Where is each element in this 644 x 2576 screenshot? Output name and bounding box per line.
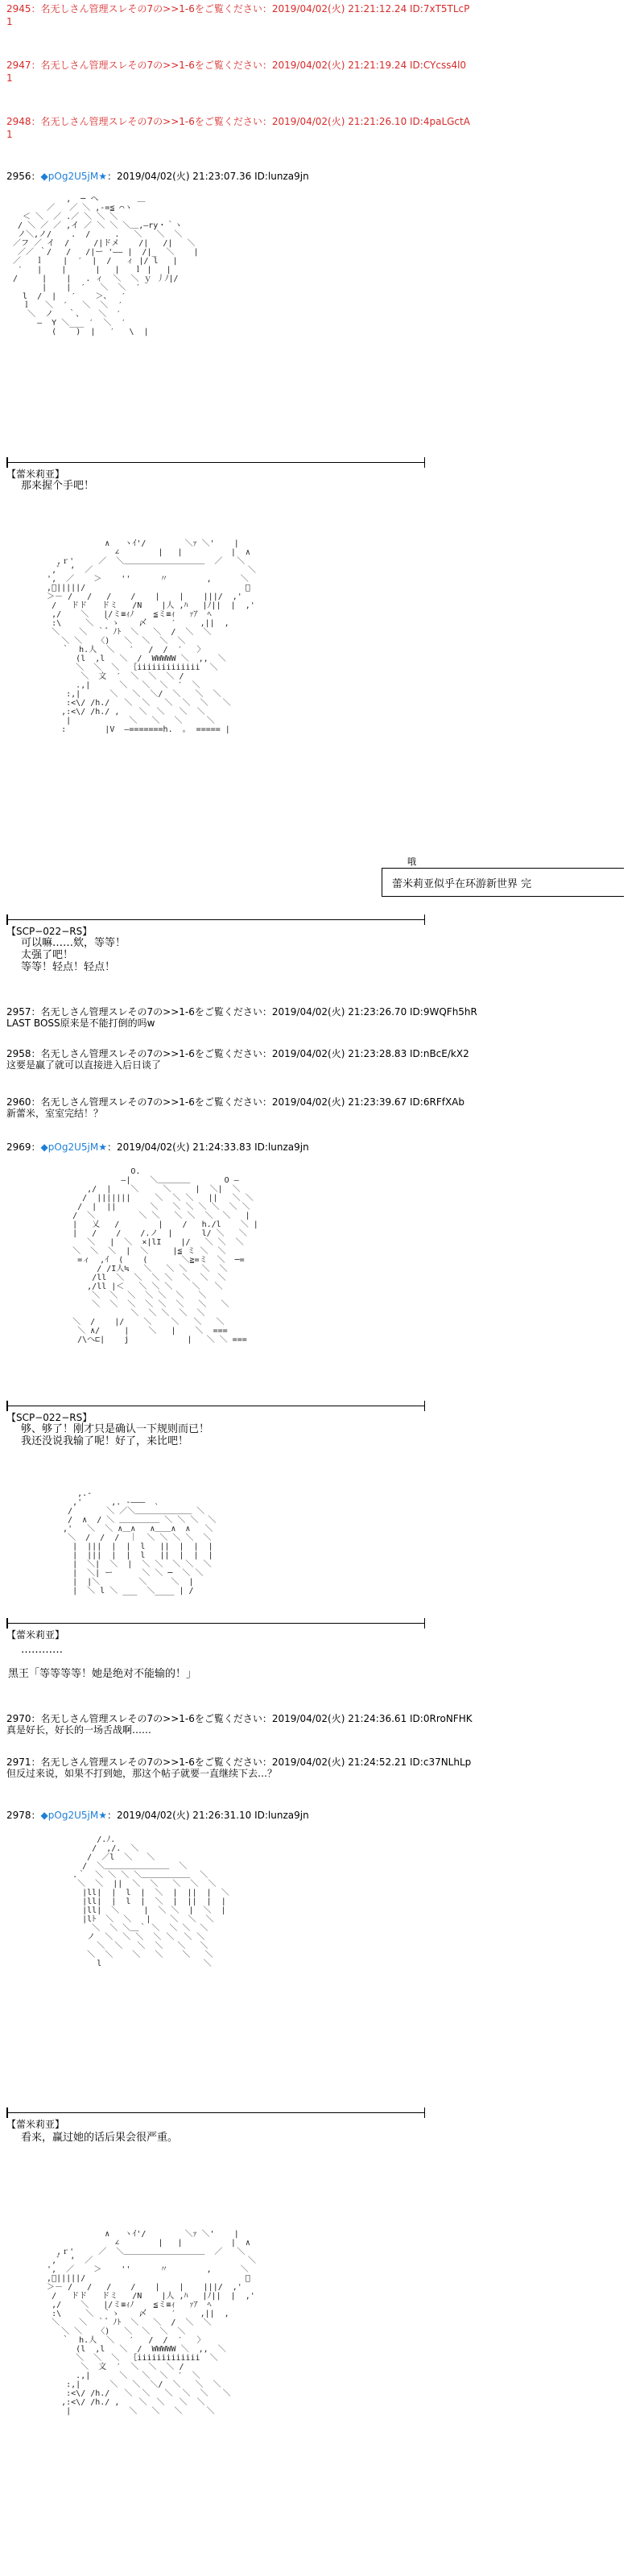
ascii-art: ,.- ,' ,. -――― ､ / ＼ ／＼＿＿＿＿＿＿＿ ＼ / ∧ / ＼ ＿＿＿＿＿ ＼ ＼ ＼ ＼ ,' ＼ ＼ ∧＿∧ ∧＿＿∧ ∧ ＼ ＼ / / / ｜ ＼ ＼ ＼ ＼ ＼ | ||| | | l || | | | | ||| | | l || | | | | ＼| ＼ | ＼ ＼ ＼ ＼ ＼ | ＼| ー ＼ ＼ ─ ＼ ＼ | |＼ ＼ ＼ | | ＼ l ＼ ___ ＼____ | /	[63, 1489, 217, 1596]
post-body: 1	[6, 72, 13, 84]
star-icon: ★	[98, 171, 107, 182]
post-body: LAST BOSS原来是不能打倒的吗w	[6, 1018, 155, 1029]
star-icon: ★	[98, 1141, 107, 1153]
post-header: 2958：名无しさん管理スレその7の>>1-6をご覧ください：2019/04/02(火) 21:23:28.83 ID:nBcE/kX2	[6, 1048, 469, 1059]
speaker-label: 【蕾米莉亚】	[6, 1629, 65, 1641]
star-icon: ★	[98, 1810, 107, 1821]
post-header: 2960：名无しさん管理スレその7の>>1-6をご覧ください：2019/04/02(火) 21:23:39.67 ID:6RFfXAb	[6, 1096, 464, 1108]
scene-divider	[6, 2112, 425, 2113]
post-body: 真是好长，好长的一场舌战啊……	[6, 1724, 152, 1736]
post-body: 但反过来说，如果不打到她，那这个帖子就要一直继续下去…？	[6, 1768, 278, 1779]
dialog-line: …………	[21, 1644, 63, 1656]
post-number: 2969：	[6, 1141, 41, 1153]
op-post-header	[6, 1140, 309, 1154]
post-header: 2970：名无しさん管理スレその7の>>1-6をご覧ください：2019/04/02(火) 21:24:36.61 ID:0RroNFHK	[6, 1713, 473, 1724]
trip-name: ◆pOg2U5jM	[40, 1141, 99, 1153]
post-meta: ：2019/04/02(火) 21:24:33.83 ID:lunza9jn	[106, 1141, 309, 1153]
ascii-art: /.ﾉ. / ,/. ＼ / ／l ＼ ＼ / ＼＿＿＿＿＿＿＿＿ ＼ .｀ ＼ ＼ ＼ ＼＿＿＿＿＿＿ ＼ ＼ ＼ || ＼ ＼ ＼ ＼ ＼ |ll| | l | ＼ | || | ＼ |ll| | l | ＼ | || | | |ll| ＼ | ＼ ＼ | ＼ | |lﾄ ＼ ＼ | ＼ ＼ ＼ ＼ ＼ ＼＿｀ ＼ ＼ ＼ ＼ ノ ＼ ＼ ＼ ＼ ＼ ＼ ＼ ＼ ＼ ＼ ＼ ＼ ＼ ＼ ＼ ＼ ＼ ＼ ＼ l ＼	[72, 1835, 229, 1968]
post-body: 1	[6, 129, 13, 140]
post-body: 新蕾米，室室完结！？	[6, 1108, 104, 1119]
callout-mark: 哦	[407, 857, 416, 867]
post-meta: ：2019/04/02(火) 21:23:07.36 ID:lunza9jn	[106, 171, 309, 182]
dialog-line: 够、够了！刚才只是确认一下规则而已！ 我还没说我输了呢！好了，来比吧！	[21, 1423, 210, 1447]
ascii-art: , ─ ヘ ＿ ／ ／ ＼ ,-=≦ ⌒ヽ ＜ ＼ ／ .／ ＼ ＼ ＼ / ＼ ／ ／ ,イ ／ ＼ ＼ ＼＿,―ry・｀ヽ ノ＼,ノ/ . / . ＼ ＼ ＼ ／フ ／ イ / /|ドメ /| /| ＼ ／／ ｀/ / /|ー '―― | /|_ ＼ | ／ ｌ | ′ | / ィ |/ l | ′ | | | | ｌ | | / | | . ィ ＼ ＼ ｙ 丿ﾉ|/ | | ′ ＼ ＼ ′ l / | ′ ＞、 ′ ｌ ＼ ′ ＼ ＼ ′ ＼ ノ ｀、 ＼ ′ ― Y ＼___ ′ ＼ ′ ( ) | ′ \ |	[13, 195, 199, 336]
post-header: 2947：名无しさん管理スレその7の>>1-6をご覧ください：2019/04/02(火) 21:21:19.24 ID:CYcss4l0	[6, 60, 467, 71]
post-header: 2971：名无しさん管理スレその7の>>1-6をご覧ください：2019/04/02(火) 21:24:52.21 ID:c37NLhLp	[6, 1757, 472, 1768]
trip-name: ◆pOg2U5jM	[40, 171, 99, 182]
speaker-label: 【SCP−022−RS】	[6, 1412, 93, 1423]
post-number: 2956：	[6, 171, 41, 182]
scene-divider	[6, 1623, 425, 1624]
narration-line: 黑王「等等等等！她是绝对不能输的！」	[8, 1668, 197, 1680]
post-header: 2957：名无しさん管理スレその7の>>1-6をご覧ください：2019/04/02(火) 21:23:26.70 ID:9WQFh5hR	[6, 1006, 477, 1018]
dialog-line: 看来，赢过她的话后果会很严重。	[21, 2132, 179, 2144]
op-post-header	[6, 169, 309, 183]
post-header: 2948：名无しさん管理スレその7の>>1-6をご覧ください：2019/04/02(火) 21:21:26.10 ID:4paLGctA	[6, 116, 470, 127]
post-body: 这要是赢了就可以直接进入后日谈了	[6, 1059, 162, 1071]
ascii-art: O. ―| ＼＿＿＿＿ O ― ,/ | ＼ ＼ | ＼| ＼ / ||||||| ＼ ＼ ＼ || ＼ ＼ / | || ＼ ＼ ＼ ＼ ＼ ＼ ＼ / ＼ ＼ ＼ ＼ ＼ ＼ ＼ | | 乂 / | / h./l ＼ | | / / /.ノ | l/ ＼ ＼ ＼ | ＼ ×|lI |/ ＼ ＼ ＼ ＼ ＼ ＼ | ＼ |≦ ミ ＼ ＼ =ィ ,ｲ ( ( ＼≧=ミ ＼ ─= / /I人≒ ＼ ＼ ＼ ＼ ＼ /ll ＼ ＼ ＼ ＼ ＼ ＼ ＼ ,/ll |＜ ＼ ＼ ＼ ＼ ＼ ＼ ＼ ＼ ＼ ＼ ＼ ＼ ＼ ＼ ＼ ＼ ＼ ＼ ＼ ＼ ＼ ＼ ＼ ＼ ＼ ＼ / |/ ＼ ＼ ＼ ＼ ＼ ∧/ | ＼ | ＼ === /\へ⊏| j | ＼ ＼ ===	[72, 1167, 258, 1344]
post-header: 2945：名无しさん管理スレその7の>>1-6をご覧ください：2019/04/02(火) 21:21:12.24 ID:7xT5TLcP	[6, 3, 470, 14]
trip-name: ◆pOg2U5jM	[40, 1810, 99, 1821]
speaker-label: 【蕾米莉亚】	[6, 469, 65, 480]
post-number: 2978：	[6, 1810, 41, 1821]
dialog-line: 那来握个手吧！	[21, 480, 95, 492]
callout-text: 蕾米莉亚似乎在环游新世界 完	[392, 878, 532, 890]
ascii-art: ∧ ヽｲ'/ ＼ｧ ＼' | ∠ | | | ∧ ,ｒ' ／ ＼＿＿＿＿＿＿＿＿＿＿ ／ ＼ ,ﾞ ‘ ／ ＼ ', ／ ＞ '' 〃 , ＼ ,ﾞ|||||/ ＼ ＞－ / / / / | | |||/ ,' / ドド ドミ /N |人 ,ﾊ |ﾉ|| | ,' ,/ ＼ |/ミ≡ｨﾉ ≦ミ≡ｨ ｧｱ ﾍ :\ ＼ ｀ゝ 〆 ′ ,|| , ＼ ＼ ｀゛ﾉﾄ ＼ ＼ / ＼ ＼ ＼ ＼ 〈) ＼ ＼ ＼ ＼ ｀ h.人 ＼ ′ / / ′ 〉 (l ,l ＼ / WWWWW ＼ ,, ＼ ＼ ＼ ＼ ｛iiiiiiiiiiiii ＼ ＼ 文 ′ ＼ ＼ ＼ / .,| ＼ ＼ ＼ ′ ＼ :,| ＼ ＼ ＼/ ＼ ＼ ＼ :<\/ /h./ ＼ ＼ ＼ ＼ ＼ ＼ ,:<\/ /h./ , ＼ ＼ ＼ ＼ | ＼ ＼ ＼ ＼	[47, 2230, 256, 2416]
post-body: 1	[6, 16, 13, 27]
narration-callout	[382, 868, 624, 897]
speaker-label: 【蕾米莉亚】	[6, 2119, 65, 2130]
speaker-label: 【SCP−022−RS】	[6, 926, 93, 937]
dialog-line: 可以嘛……欸，等等！ 太强了吧！ 等等！轻点！轻点！	[21, 937, 126, 973]
op-post-header	[6, 1808, 309, 1822]
ascii-art: ∧ ヽｲ'/ ＼ｧ ＼' | ∠ | | | ∧ ,ｒ' ／ ＼＿＿＿＿＿＿＿＿＿＿ ／ ＼ ,ﾞ ‘ ／ ＼ ', ／ ＞ '' 〃 , ＼ ,ﾞ|||||/ ＼ ＞－ / / / / | | |||/ ,' / ドド ドミ /N |人 ,ﾊ |ﾉ|| | ,' ,/ ＼ |/ミ≡ｨﾉ ≦ミ≡ｨ ｧｱ ﾍ :\ ＼ ｀ゝ 〆 ′ ,|| , ＼ ＼ ｀゛ﾉﾄ ＼ ＼ / ＼ ＼ ＼ ＼ 〈) ＼ ＼ ＼ ＼ ｀ h.人 ＼ ′ / / ′ 〉 (l ,l ＼ / WWWWW ＼ ,, ＼ ＼ ＼ ＼ ｛iiiiiiiiiiiii ＼ ＼ 文 ′ ＼ ＼ ＼ / .,| ＼ ＼ ＼ ′ ＼ :,| ＼ ＼ ＼/ ＼ ＼ ＼ :<\/ /h./ ＼ ＼ ＼ ＼ ＼ ＼ ,:<\/ /h./ , ＼ ＼ ＼ ＼ | ＼ ＼ ＼ ＼ : |V ―=======h. ｡ ===== |	[47, 539, 256, 734]
scene-divider	[6, 919, 425, 920]
scene-divider	[6, 462, 425, 463]
post-meta: ：2019/04/02(火) 21:26:31.10 ID:lunza9jn	[106, 1810, 309, 1821]
